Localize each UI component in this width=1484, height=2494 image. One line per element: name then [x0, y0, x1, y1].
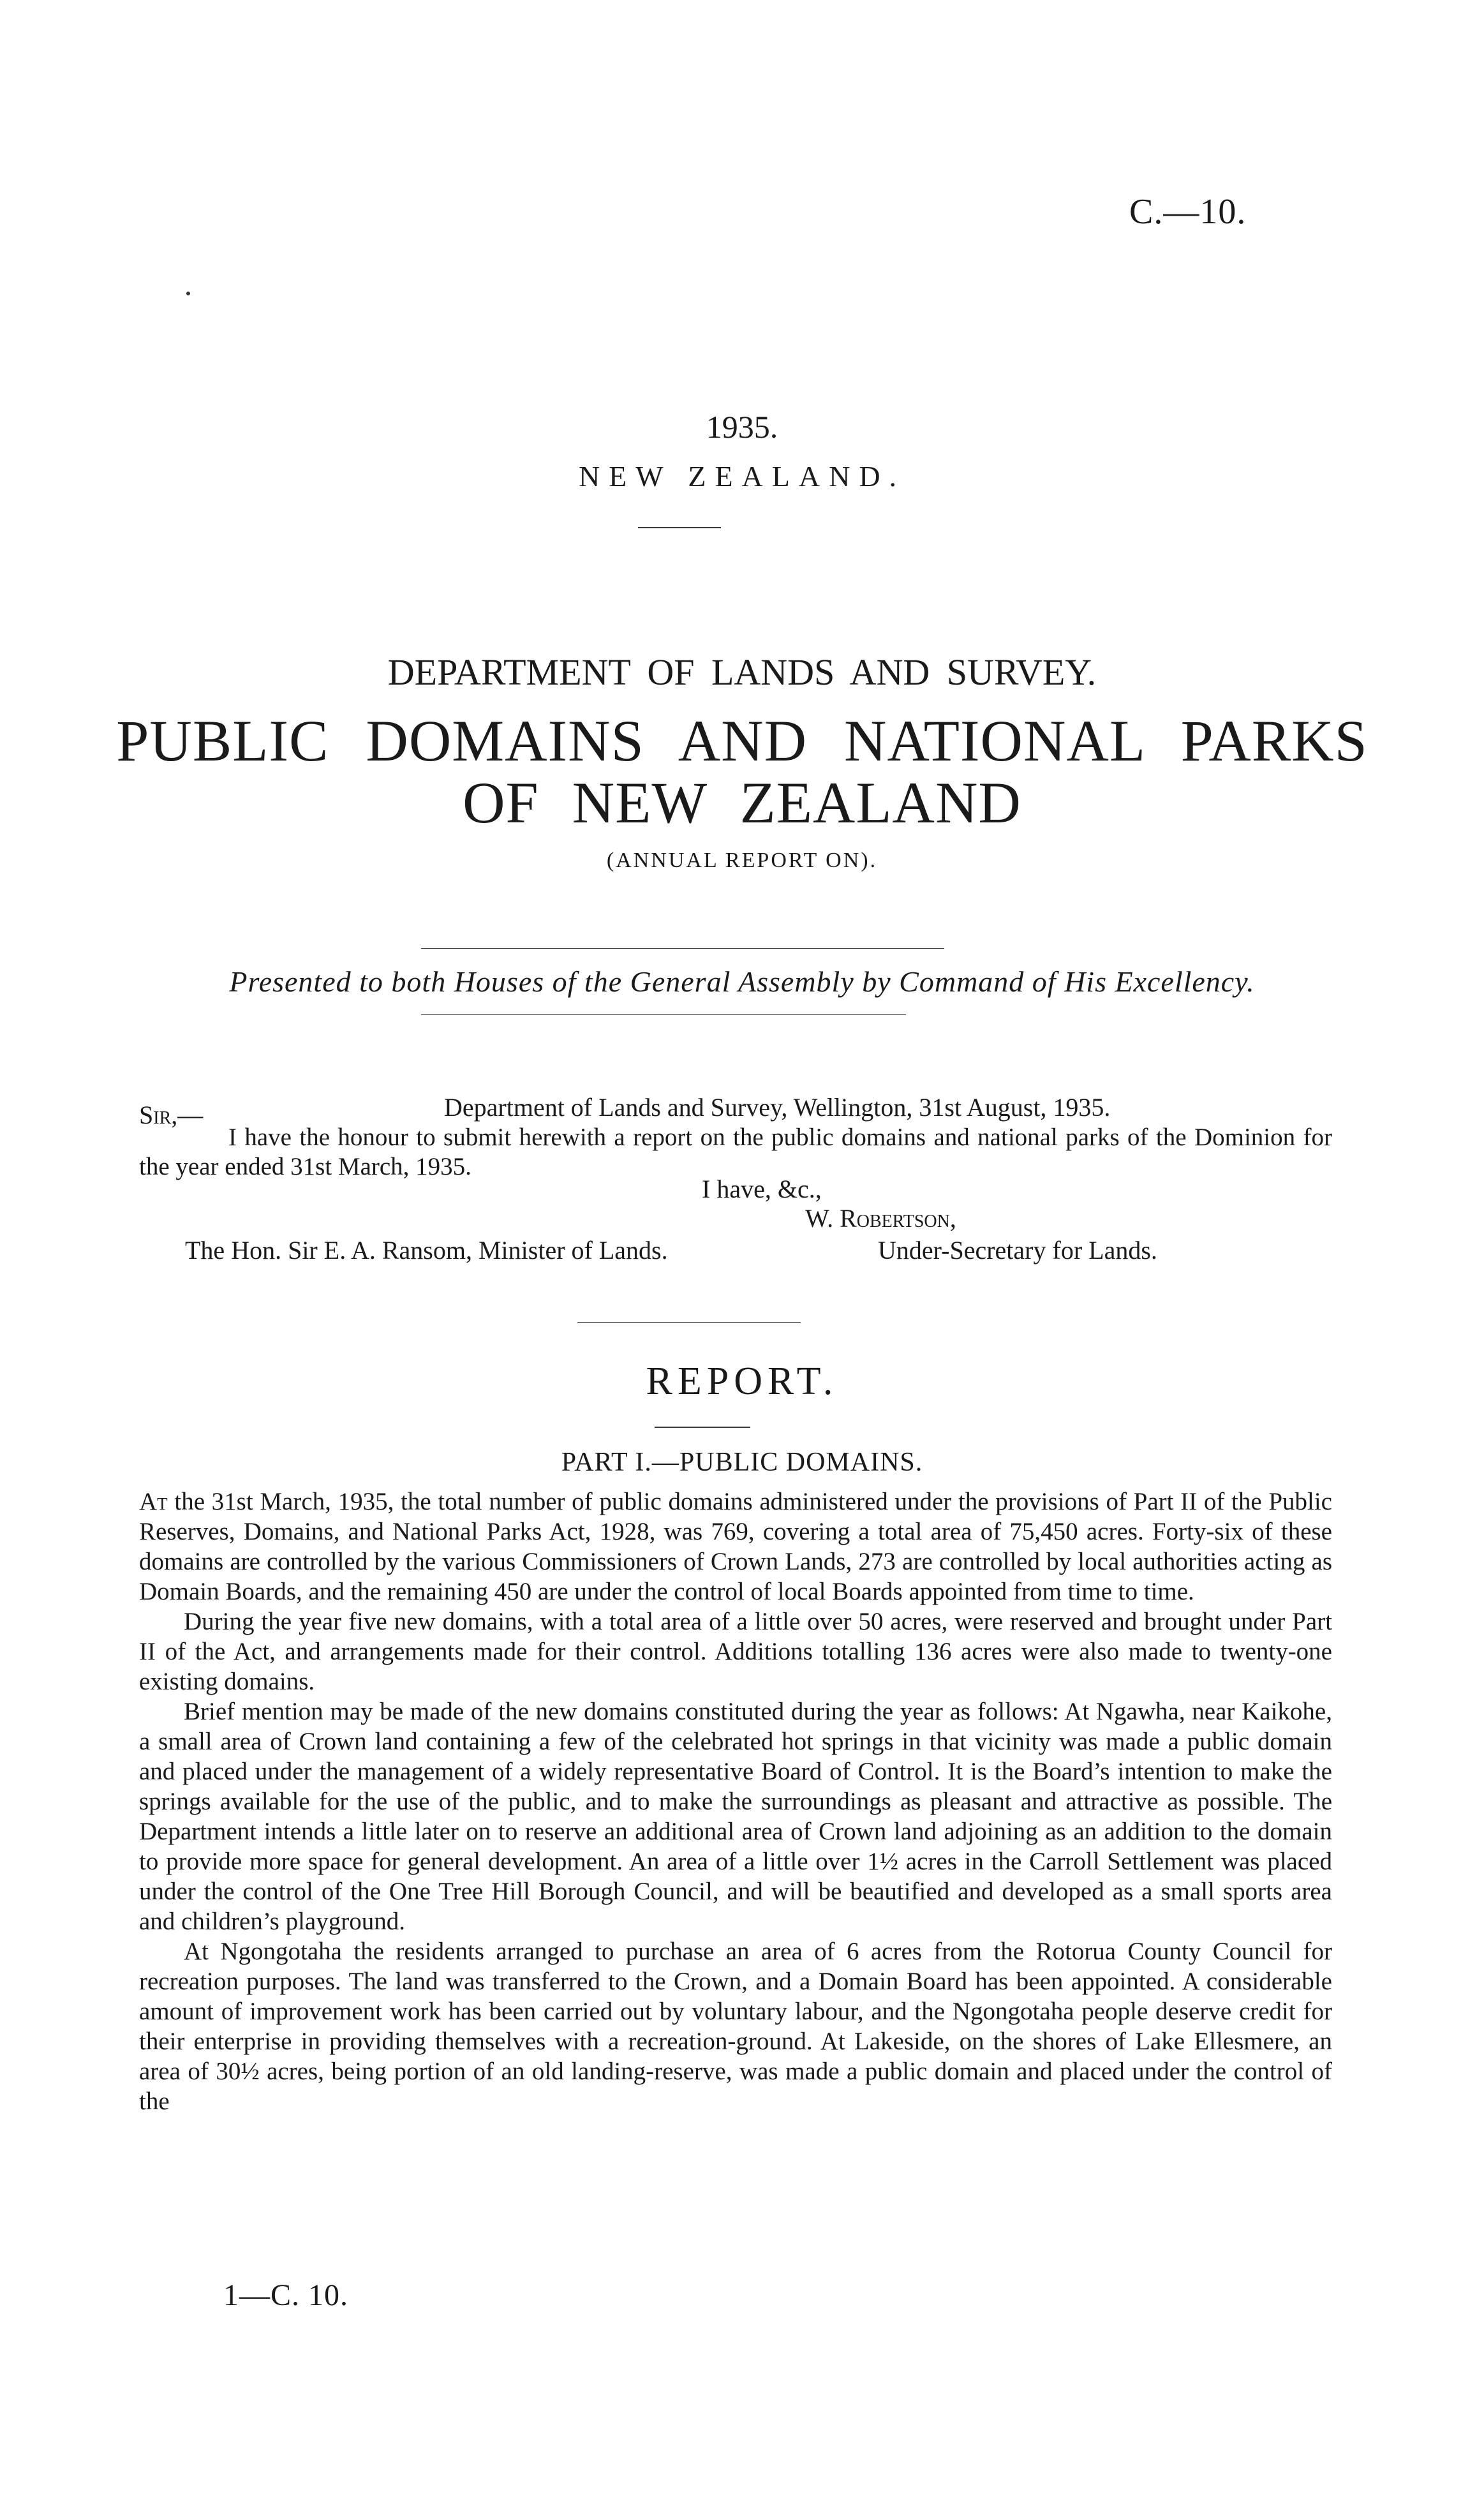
year: 1935. — [706, 409, 778, 445]
department-heading: DEPARTMENT OF LANDS AND SURVEY. — [387, 651, 1097, 693]
body-paragraph: During the year five new domains, with a total area of a little over 50 acres, were reserved and brought under Part II of the Act, and arrangements made for their control. Additions totalling 136 acres were also made to twenty-one existing domains. — [139, 1608, 1332, 1695]
main-title-line-2: OF NEW ZEALAND — [463, 770, 1021, 835]
part-heading: PART I.—PUBLIC DOMAINS. — [561, 1448, 923, 1477]
report-subtitle: (ANNUAL REPORT ON). — [606, 849, 878, 872]
divider-rule — [577, 1322, 801, 1323]
paragraph-opening-word: At — [139, 1488, 168, 1515]
report-body — [139, 1487, 1332, 2116]
divider-rule — [655, 1427, 750, 1428]
letter-salutation: Sir,— — [139, 1101, 204, 1129]
signatory-title: Under-Secretary for Lands. — [878, 1236, 1157, 1265]
print-speck — [186, 292, 190, 295]
presentation-line: Presented to both Houses of the General Assembly by Command of His Excellency. — [229, 965, 1255, 998]
body-paragraph — [139, 1487, 1332, 1607]
letter-address-date: Department of Lands and Survey, Wellington, 31st August, 1935. — [444, 1093, 1111, 1122]
body-paragraph: Brief mention may be made of the new domains constituted during the year as follows: At Ngawha, near Kaikohe, a small area of Crown land containing a few of the celebrated hot springs in that vicinity was made a public domain and placed under the management of a widely representative Board of Control. It is the Board’s intention to make the springs available for the use of the public, and to make the surroundings as pleasant and attractive as possible. The Department intends a little later on to reserve an additional area of Crown land adjoining as an addition to the domain to provide more space for general development. An area of a little over 1½ acres in the Carroll Settlement was placed under the control of the One Tree Hill Borough Council, and will be beautified and developed as a small sports area and children’s playground. — [139, 1698, 1332, 1935]
body-paragraph: At Ngongotaha the residents arranged to purchase an area of 6 acres from the Rotorua County Council for recreation purposes. The land was transferred to the Crown, and a Domain Board has been appointed. A considerable amount of improvement work has been carried out by voluntary labour, and the Ngongotaha people deserve credit for their enterprise in providing themselves with a recreation-ground. At Lakeside, on the shores of Lake Ellesmere, an area of 30½ acres, being portion of an old landing-reserve, was made a public domain and placed under the control of the — [139, 1938, 1332, 2115]
document-reference: C.—10. — [1129, 192, 1247, 232]
page-footer-reference: 1—C. 10. — [223, 2278, 349, 2312]
main-title-line-1: PUBLIC DOMAINS AND NATIONAL PARKS — [116, 708, 1368, 773]
paragraph-text: the 31st March, 1935, the total number of public domains administered under the provisions of Part II of the Public Reserves, Domains, and National Parks Act, 1928, was 769, covering a total area of 75,450 acres. Forty-six of these domains are controlled by the various Commissioners of Crown Lands, 273 are controlled by local authorities acting as Domain Boards, and the remaining 450 are under the control of local Boards appointed from time to time. — [139, 1488, 1332, 1605]
letter-addressee: The Hon. Sir E. A. Ransom, Minister of Lands. — [185, 1236, 668, 1265]
divider-rule — [421, 948, 944, 949]
divider-rule — [638, 527, 721, 528]
divider-rule — [421, 1014, 906, 1015]
country-heading: NEW ZEALAND. — [578, 460, 906, 493]
letter-closing: I have, &c., — [702, 1175, 822, 1203]
signatory-name: W. Robertson, — [805, 1204, 956, 1233]
report-heading: REPORT. — [646, 1360, 838, 1403]
letter-body: I have the honour to submit herewith a report on the public domains and national parks of the Dominion for the year ended 31st March, 1935. — [139, 1124, 1332, 1180]
letter-signatory — [805, 1203, 956, 1233]
